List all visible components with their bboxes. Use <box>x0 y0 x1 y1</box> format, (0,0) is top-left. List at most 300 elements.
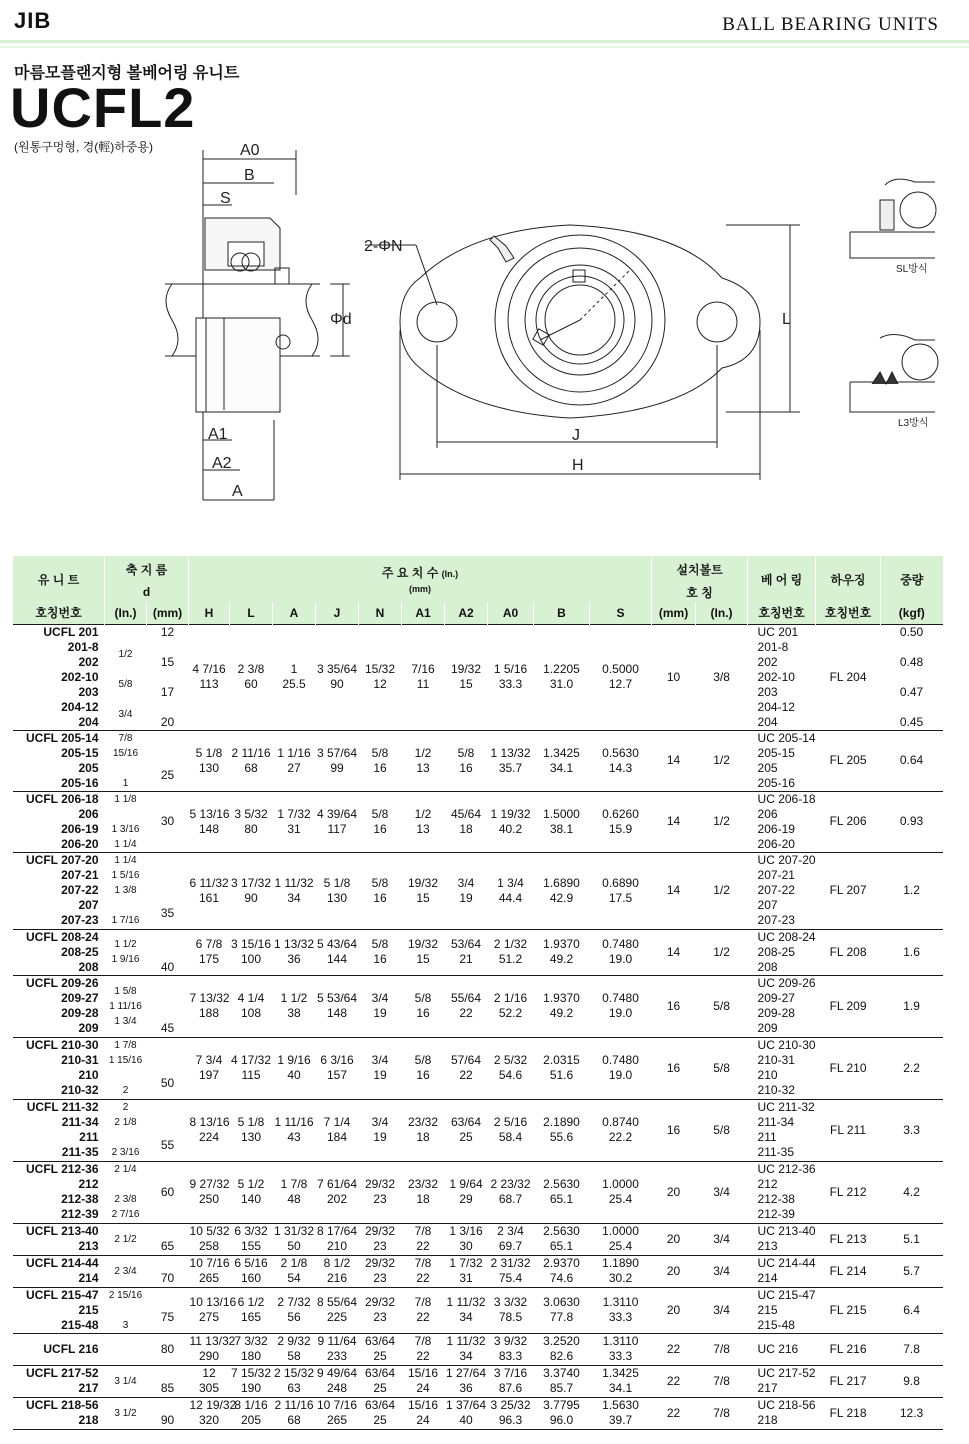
housing-cell: FL 206 <box>829 814 867 828</box>
dim-h-cell: 9 27/32 250 <box>189 1177 230 1206</box>
dim-l-cell: 2 11/16 68 <box>231 745 271 775</box>
dim-label-b: B <box>244 167 255 184</box>
dim-s-cell: 0.5630 14.3 <box>602 745 639 775</box>
dim-label-a0: A0 <box>240 142 260 159</box>
dim-l-cell: 4 17/32 115 <box>230 1053 272 1082</box>
dim-b-cell: 1.3425 34.1 <box>543 745 580 775</box>
shaft-inch-cell: 1 7/8 1 15/16 2 <box>108 1040 143 1096</box>
dim-j-cell: 5 43/64 144 <box>316 937 358 966</box>
unit-cell: UCFL 208-24 208-25 208 <box>26 929 99 974</box>
weight-cell: 1.9 <box>903 998 920 1013</box>
unit-cell: UCFL 209-26 209-27 209-28 209 <box>26 976 99 1035</box>
weight-cell: 3.3 <box>903 1122 920 1137</box>
dim-a1-cell: 7/16 11 <box>411 662 435 691</box>
catalog-category: BALL BEARING UNITS <box>722 14 939 35</box>
dim-a2-cell: 1 11/32 34 <box>446 1334 486 1363</box>
dim-s-cell: 0.8740 22.2 <box>602 1115 639 1144</box>
dim-s-cell: 0.7480 19.0 <box>602 1053 639 1082</box>
dim-a-cell: 2 1/8 54 <box>280 1256 308 1285</box>
col-header-a: A <box>273 602 316 624</box>
bearing-cell: UC 208-24 208-25 208 <box>757 929 816 974</box>
dim-h-cell: 7 13/32 188 <box>189 991 230 1020</box>
dim-a2-cell: 1 27/64 36 <box>445 1366 487 1395</box>
shaft-mm-cell: 85 <box>160 1381 175 1395</box>
dim-n-cell: 5/8 16 <box>371 875 389 905</box>
bearing-cell: UC 213-40 213 <box>757 1224 816 1253</box>
dim-j-cell: 7 61/64 202 <box>316 1177 358 1206</box>
shaft-mm-cell: 60 <box>160 1184 175 1199</box>
table-row <box>13 1161 943 1223</box>
table-row <box>13 624 943 730</box>
dim-b-cell: 1.9370 49.2 <box>543 991 580 1020</box>
product-type-title: 마름모플랜지형 볼베어링 유니트 <box>14 65 240 82</box>
dim-s-cell: 1.3110 33.3 <box>602 1295 639 1324</box>
table-header <box>13 556 943 624</box>
unit-cell: UCFL 207-20 207-21 207-22 207 207-23 <box>26 853 99 927</box>
shaft-inch-cell: 1 5/8 1 11/16 1 3/4 <box>109 985 142 1027</box>
dim-j-cell: 3 57/64 99 <box>316 745 358 775</box>
dim-j-cell: 4 39/64 117 <box>316 806 358 836</box>
dim-a2-cell: 53/64 21 <box>451 937 482 966</box>
bearing-cell: UC 212-36 212 212-38 212-39 <box>757 1162 816 1221</box>
housing-header-bottom: 호칭번호 <box>816 602 881 624</box>
dim-a0-cell: 3 7/16 87.6 <box>493 1366 528 1395</box>
header-rule-thin <box>0 46 969 48</box>
housing-header-top: 하우징 <box>816 556 881 602</box>
dim-a0-cell: 1 19/32 40.2 <box>490 806 531 836</box>
housing-cell: FL 209 <box>829 998 867 1013</box>
dim-j-cell: 8 1/2 216 <box>323 1256 351 1285</box>
dim-l-cell: 2 3/8 60 <box>237 662 265 691</box>
bolt-in-cell: 3/4 <box>713 1263 730 1278</box>
col-header-s: S <box>590 602 652 624</box>
weight-cell: 9.8 <box>903 1373 920 1388</box>
shaft-mm-cell: 35 <box>160 905 175 920</box>
housing-cell: FL 217 <box>829 1373 867 1388</box>
unit-cell: UCFL 211-32 211-34 211 211-35 <box>26 1100 99 1159</box>
dim-label-a1: A1 <box>208 426 228 443</box>
col-header-a0: A0 <box>488 602 534 624</box>
dim-h-cell: 4 7/16 113 <box>192 662 226 691</box>
dim-h-cell: 12 305 <box>199 1366 220 1395</box>
dim-l-cell: 5 1/2 140 <box>237 1177 265 1206</box>
shaft-mm-cell: 70 <box>160 1271 175 1285</box>
dim-j-cell: 7 1/4 184 <box>323 1115 351 1144</box>
dim-b-cell: 1.2205 31.0 <box>543 662 580 691</box>
weight-header-bottom: (kgf) <box>881 602 943 624</box>
model-number: UCFL2 <box>10 76 196 139</box>
dim-a1-cell: 5/8 16 <box>414 991 432 1020</box>
dim-l-cell: 8 1/16 205 <box>234 1398 268 1427</box>
bolt-mm-cell: 14 <box>666 883 681 897</box>
dim-a1-cell: 5/8 16 <box>414 1053 432 1082</box>
housing-cell: FL 208 <box>829 944 867 959</box>
weight-cell: 12.3 <box>899 1405 924 1420</box>
dim-a-cell: 2 9/32 58 <box>277 1334 311 1363</box>
weight-cell: 0.93 <box>899 814 924 828</box>
dim-l-cell: 3 17/32 90 <box>230 875 272 905</box>
spec-table <box>12 556 943 1430</box>
bolt-mm-cell: 20 <box>666 1302 681 1317</box>
dim-n-cell: 5/8 16 <box>371 806 389 836</box>
housing-cell: FL 216 <box>829 1341 867 1356</box>
shaft-inch-cell: 3 1/2 <box>114 1407 137 1419</box>
dim-j-cell: 8 17/64 210 <box>316 1224 358 1253</box>
dim-n-cell: 63/64 25 <box>365 1366 396 1395</box>
detail-label-sl: SL방식 <box>896 264 928 275</box>
dim-a1-cell: 19/32 15 <box>408 875 439 905</box>
table-row <box>13 1223 943 1255</box>
shaft-inch-cell: 2 1/4 2 3/8 2 7/16 <box>111 1164 140 1220</box>
weight-cell: 7.8 <box>903 1341 920 1356</box>
dim-b-cell: 2.5630 65.1 <box>543 1177 580 1206</box>
dim-a0-cell: 2 23/32 68.7 <box>490 1177 531 1206</box>
dim-a2-cell: 55/64 22 <box>451 991 482 1020</box>
weight-header-top: 중량 <box>881 556 943 602</box>
dim-s-cell: 1.3425 34.1 <box>602 1366 639 1395</box>
dim-s-cell: 0.6890 17.5 <box>602 875 639 905</box>
bolt-in-cell: 5/8 <box>713 998 730 1013</box>
dim-h-cell: 8 13/16 224 <box>189 1115 230 1144</box>
unit-cell: UCFL 218-56 218 <box>26 1398 99 1427</box>
dim-s-cell: 1.0000 25.4 <box>602 1177 639 1206</box>
dim-l-cell: 6 1/2 165 <box>237 1295 265 1324</box>
product-note: (원통구멍형, 경(輕)하중용) <box>14 140 153 154</box>
dim-label-a2: A2 <box>212 455 232 472</box>
unit-cell: UCFL 214-44 214 <box>26 1256 99 1285</box>
dim-a1-cell: 1/2 13 <box>414 745 432 775</box>
dim-a1-cell: 15/16 24 <box>408 1366 439 1395</box>
bearing-cell: UC 210-30 210-31 210 210-32 <box>757 1038 816 1097</box>
table-body <box>13 624 943 1429</box>
dim-a-cell: 2 15/32 63 <box>273 1366 315 1395</box>
dim-a0-cell: 3 25/32 96.3 <box>490 1398 531 1427</box>
bearing-cell: UC 214-44 214 <box>757 1256 816 1285</box>
unit-cell: UCFL 206-18 206 206-19 206-20 <box>26 791 99 851</box>
housing-cell: FL 210 <box>829 1060 867 1075</box>
dim-l-cell: 6 3/32 155 <box>234 1224 268 1253</box>
dim-b-cell: 3.2520 82.6 <box>543 1334 580 1363</box>
dim-j-cell: 3 35/64 90 <box>316 662 358 691</box>
dim-l-cell: 3 5/32 80 <box>234 806 268 836</box>
bolt-in-cell: 3/8 <box>713 669 730 684</box>
dim-a-cell: 2 7/32 56 <box>277 1295 311 1324</box>
dim-b-cell: 2.0315 51.6 <box>543 1053 580 1082</box>
dims-header: 주 요 치 수 (In.) (mm) <box>189 556 652 602</box>
dim-a0-cell: 1 3/4 44.4 <box>497 875 524 905</box>
shaft-mm-cell: 75 <box>160 1310 175 1324</box>
dim-n-cell: 5/8 16 <box>371 745 389 775</box>
dim-a2-cell: 1 3/16 30 <box>449 1224 483 1253</box>
bearing-cell: UC 205-14 205-15 205 205-16 <box>757 730 816 790</box>
dim-label-a: A <box>232 483 243 500</box>
weight-cell: 0.50 0.48 0.47 0.45 <box>899 624 924 729</box>
unit-cell: UCFL 210-30 210-31 210 210-32 <box>26 1038 99 1097</box>
dim-a2-cell: 5/8 16 <box>457 745 475 775</box>
bearing-header-top: 베 어 링 <box>748 556 816 602</box>
weight-cell: 2.2 <box>903 1060 920 1075</box>
dim-a2-cell: 57/64 22 <box>451 1053 482 1082</box>
dim-h-cell: 11 13/32 290 <box>189 1334 236 1363</box>
dim-a2-cell: 19/32 15 <box>451 662 482 691</box>
bolt-mm-cell: 20 <box>666 1231 681 1246</box>
bolt-in-cell: 5/8 <box>713 1122 730 1137</box>
dim-a2-cell: 1 37/64 40 <box>445 1398 487 1427</box>
bearing-cell: UC 209-26 209-27 209-28 209 <box>757 976 816 1035</box>
dim-a-cell: 2 11/16 68 <box>274 1398 314 1427</box>
dim-n-cell: 29/32 23 <box>365 1224 396 1253</box>
page-header <box>0 0 969 44</box>
shaft-inch-cell: 3 1/4 <box>114 1375 137 1387</box>
bolt-in-cell: 3/4 <box>713 1231 730 1246</box>
table-row <box>13 791 943 852</box>
shaft-mm-cell: 12 15 17 20 <box>160 624 175 729</box>
bolt-in-cell: 3/4 <box>713 1184 730 1199</box>
dim-j-cell: 10 7/16 265 <box>316 1398 358 1427</box>
dim-a1-cell: 7/8 22 <box>414 1334 432 1363</box>
bolt-mm-cell: 10 <box>666 669 681 684</box>
shaft-inch-cell: 1 1/4 1 5/16 1 3/8 1 7/16 <box>111 855 140 926</box>
shaft-mm-cell: 65 <box>160 1239 175 1253</box>
dim-s-cell: 0.5000 12.7 <box>602 662 639 691</box>
table-row <box>13 1099 943 1161</box>
bolt-mm-cell: 20 <box>666 1184 681 1199</box>
bolt-in-cell: 1/2 <box>713 753 730 767</box>
dim-s-cell: 1.5630 39.7 <box>602 1398 639 1427</box>
table-row <box>13 975 943 1037</box>
housing-cell: FL 212 <box>829 1184 867 1199</box>
dim-a0-cell: 1 5/16 33.3 <box>493 662 528 691</box>
bolt-mm-cell: 16 <box>666 1060 681 1075</box>
table-row <box>13 1365 943 1397</box>
dim-a0-cell: 2 5/32 54.6 <box>493 1053 528 1082</box>
dim-b-cell: 2.5630 65.1 <box>543 1224 580 1253</box>
dim-h-cell: 7 3/4 197 <box>195 1053 223 1082</box>
housing-cell: FL 204 <box>829 669 867 684</box>
dim-h-cell: 10 7/16 265 <box>189 1256 230 1285</box>
dim-a-cell: 1 11/32 34 <box>274 875 314 905</box>
bolt-in-header: (In.) <box>696 602 748 624</box>
dim-j-cell: 5 1/8 130 <box>323 875 351 905</box>
dim-h-cell: 6 7/8 175 <box>195 937 223 966</box>
bolt-mm-cell: 14 <box>666 944 681 959</box>
shaft-mm-cell: 50 <box>160 1075 175 1090</box>
unit-cell: UCFL 217-52 217 <box>26 1366 99 1395</box>
bolt-mm-cell: 16 <box>666 998 681 1013</box>
dim-a2-cell: 3/4 19 <box>457 875 475 905</box>
dim-a1-cell: 19/32 15 <box>408 937 439 966</box>
dim-j-cell: 9 11/64 233 <box>317 1334 357 1363</box>
bolt-header-bottom: 호 칭 <box>652 582 748 602</box>
dim-a2-cell: 1 9/64 29 <box>449 1177 483 1206</box>
dim-a-cell: 1 11/16 43 <box>274 1115 314 1144</box>
dim-a1-cell: 23/32 18 <box>408 1115 439 1144</box>
unit-cell: UCFL 216 <box>43 1341 99 1356</box>
shaft-inch-cell: 2 1/2 <box>114 1233 137 1245</box>
dim-label-s: S <box>220 190 231 207</box>
shaft-inch-cell <box>105 1333 147 1365</box>
col-header-h: H <box>189 602 230 624</box>
bolt-in-cell: 7/8 <box>713 1373 730 1388</box>
table-row <box>13 1333 943 1365</box>
dim-h-cell: 12 19/32 320 <box>189 1398 237 1427</box>
dim-n-cell: 3/4 19 <box>371 991 389 1020</box>
dim-s-cell: 1.3110 33.3 <box>602 1334 639 1363</box>
weight-cell: 5.7 <box>903 1263 920 1278</box>
bearing-header-bottom: 호칭번호 <box>748 602 816 624</box>
dim-a-cell: 1 7/8 48 <box>280 1177 308 1206</box>
bolt-in-cell: 1/2 <box>713 944 730 959</box>
bolt-mm-cell: 22 <box>666 1341 681 1356</box>
dim-a-cell: 1 1/2 38 <box>280 991 308 1020</box>
dim-a0-cell: 2 1/32 51.2 <box>493 937 528 966</box>
dim-l-cell: 7 15/32 190 <box>230 1366 272 1395</box>
shaft-mm-cell: 25 <box>160 768 175 782</box>
shaft-mm-cell: 45 <box>160 1021 175 1035</box>
shaft-mm-cell: 30 <box>160 814 175 828</box>
bearing-cell: UC 207-20 207-21 207-22 207 207-23 <box>757 853 816 927</box>
unit-cell: UCFL 215-47 215 215-48 <box>26 1287 99 1332</box>
dim-a-cell: 1 13/32 36 <box>273 937 315 966</box>
unit-header-bottom: 호칭번호 <box>13 602 105 624</box>
col-header-b: B <box>534 602 590 624</box>
dim-a1-cell: 7/8 22 <box>414 1256 432 1285</box>
shaft-mm-cell: 80 <box>160 1341 175 1356</box>
col-header-a1: A1 <box>402 602 445 624</box>
dim-h-cell: 5 1/8 130 <box>195 745 223 775</box>
dim-a-cell: 1 9/16 40 <box>277 1053 311 1082</box>
dim-b-cell: 1.5000 38.1 <box>543 806 580 836</box>
dim-j-cell: 5 53/64 148 <box>316 991 358 1020</box>
dim-j-cell: 6 3/16 157 <box>320 1053 354 1082</box>
weight-cell: 5.1 <box>903 1231 920 1246</box>
housing-cell: FL 207 <box>829 883 867 897</box>
dim-j-cell: 8 55/64 225 <box>316 1295 358 1324</box>
dim-n-cell: 29/32 23 <box>365 1177 396 1206</box>
shaft-mm-header: (mm) <box>147 602 189 624</box>
detail-label-l3: L3방식 <box>898 418 929 429</box>
dim-b-cell: 1.6890 42.9 <box>543 875 580 905</box>
shaft-mm-cell: 90 <box>160 1413 175 1427</box>
dim-l-cell: 6 5/16 160 <box>234 1256 268 1285</box>
dim-label-n: 2-ΦN <box>364 238 403 255</box>
shaft-inch-cell: 1/2 5/8 3/4 <box>118 649 133 720</box>
shaft-inch-cell: 2 2 1/8 2 3/16 <box>111 1102 140 1158</box>
dim-a2-cell: 45/64 18 <box>451 806 482 836</box>
table-row <box>13 1255 943 1287</box>
col-header-j: J <box>316 602 359 624</box>
housing-cell: FL 213 <box>829 1231 867 1246</box>
table-row <box>13 1287 943 1333</box>
shaft-mm-cell: 40 <box>160 959 175 974</box>
dim-label-l: L <box>782 311 791 328</box>
shaft-inch-cell: 1 1/2 1 9/16 <box>111 939 140 965</box>
table-row <box>13 1037 943 1099</box>
dim-h-cell: 10 13/16 275 <box>189 1295 237 1324</box>
dim-l-cell: 5 1/8 130 <box>237 1115 265 1144</box>
header-rule <box>0 40 969 43</box>
shaft-inch-cell: 2 15/16 3 <box>108 1289 143 1331</box>
weight-cell: 0.64 <box>899 753 924 767</box>
bolt-mm-cell: 14 <box>666 753 681 767</box>
dim-a0-cell: 3 3/32 78.5 <box>493 1295 528 1324</box>
bolt-mm-cell: 14 <box>666 814 681 828</box>
housing-cell: FL 218 <box>829 1405 867 1420</box>
unit-cell: UCFL 205-14 205-15 205 205-16 <box>26 730 99 790</box>
bolt-mm-cell: 16 <box>666 1122 681 1137</box>
dim-l-cell: 7 3/32 180 <box>234 1334 268 1363</box>
dim-label-h: H <box>572 457 584 474</box>
dim-a1-cell: 7/8 22 <box>414 1295 432 1324</box>
bearing-cell: UC 215-47 215 215-48 <box>757 1287 816 1332</box>
dim-a-cell: 1 31/32 50 <box>273 1224 315 1253</box>
dim-a2-cell: 1 7/32 31 <box>449 1256 483 1285</box>
brand-name: JIB <box>14 8 52 33</box>
dim-s-cell: 0.7480 19.0 <box>602 991 639 1020</box>
bolt-mm-header: (mm) <box>652 602 696 624</box>
dim-a0-cell: 1 13/32 35.7 <box>490 745 531 775</box>
dim-l-cell: 3 15/16 100 <box>230 937 272 966</box>
dim-h-cell: 5 13/16 148 <box>189 806 230 836</box>
dim-n-cell: 29/32 23 <box>365 1295 396 1324</box>
bolt-in-cell: 5/8 <box>713 1060 730 1075</box>
weight-cell: 1.2 <box>903 883 920 897</box>
unit-cell: UCFL 212-36 212 212-38 212-39 <box>26 1162 99 1221</box>
dim-b-cell: 2.9370 74.6 <box>543 1256 580 1285</box>
dim-a2-cell: 1 11/32 34 <box>446 1295 486 1324</box>
bearing-cell: UC 211-32 211-34 211 211-35 <box>757 1100 815 1159</box>
dim-j-cell: 9 49/64 248 <box>316 1366 358 1395</box>
bolt-mm-cell: 22 <box>666 1405 681 1420</box>
dim-n-cell: 15/32 12 <box>365 662 396 691</box>
bearing-cell: UC 206-18 206 206-19 206-20 <box>757 791 816 851</box>
bolt-in-cell: 1/2 <box>713 883 730 897</box>
weight-cell: 1.6 <box>903 944 920 959</box>
shaft-mm-cell: 55 <box>160 1137 175 1152</box>
dim-a-cell: 1 1/16 27 <box>277 745 311 775</box>
bearing-cell: UC 217-52 217 <box>757 1366 816 1395</box>
dim-label-j: J <box>572 427 580 444</box>
housing-cell: FL 214 <box>829 1263 867 1278</box>
unit-cell: UCFL 213-40 213 <box>26 1224 99 1253</box>
dim-b-cell: 3.3740 85.7 <box>543 1366 580 1395</box>
dim-a0-cell: 2 3/4 69.7 <box>497 1224 524 1253</box>
shaft-header-d: d <box>105 582 189 602</box>
dim-a1-cell: 23/32 18 <box>408 1177 439 1206</box>
dim-n-cell: 3/4 19 <box>371 1115 389 1144</box>
table-row <box>13 1397 943 1429</box>
dim-h-cell: 6 11/32 161 <box>189 875 229 905</box>
housing-cell: FL 215 <box>829 1302 867 1317</box>
dim-label-phi-d: Φd <box>330 311 352 328</box>
shaft-inch-cell: 7/8 15/16 1 <box>112 732 139 789</box>
col-header-l: L <box>230 602 273 624</box>
shaft-inch-cell: 1 1/8 1 3/16 1 1/4 <box>111 793 140 850</box>
dim-s-cell: 0.7480 19.0 <box>602 937 639 966</box>
bearing-cell: UC 218-56 218 <box>757 1398 816 1427</box>
weight-cell: 6.4 <box>903 1302 920 1317</box>
table-row <box>13 929 943 975</box>
dim-s-cell: 0.6260 15.9 <box>602 806 639 836</box>
dim-a-cell: 1 25.5 <box>282 662 306 691</box>
bolt-header-top: 설치볼트 <box>652 556 748 582</box>
shaft-inch-cell: 2 3/4 <box>114 1265 137 1277</box>
dim-b-cell: 2.1890 55.6 <box>543 1115 580 1144</box>
weight-cell: 4.2 <box>903 1184 920 1199</box>
dim-a2-cell: 63/64 25 <box>451 1115 482 1144</box>
dim-a0-cell: 3 9/32 83.3 <box>493 1334 528 1363</box>
dim-l-cell: 4 1/4 108 <box>237 991 265 1020</box>
